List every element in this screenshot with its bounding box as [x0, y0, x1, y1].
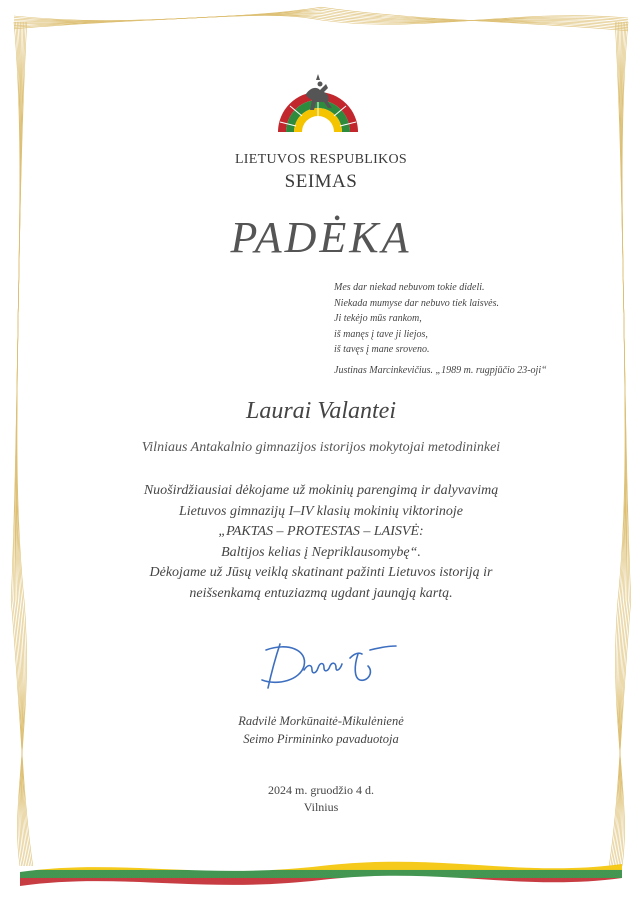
signer-name: Radvilė Morkūnaitė-Mikulėnienė [238, 714, 404, 728]
org-name-line1: LIETUVOS RESPUBLIKOS [234, 152, 408, 167]
recipient-role: Vilniaus Antakalnio gimnazijos istorijos mokytojai metodininkei [141, 440, 501, 455]
body-line: Lietuvos gimnazijų I–IV klasių mokinių viktorinoje [179, 503, 463, 519]
epigraph-line: Mes dar niekad nebuvom tokie dideli. [334, 282, 485, 293]
epigraph-line: iš manęs į tave ji liejos, [334, 328, 428, 340]
issue-date: 2024 m. gruodžio 4 d. [268, 783, 374, 797]
epigraph [334, 280, 547, 378]
issue-place: Vilnius [303, 800, 339, 814]
body-line: neišsenkamą entuziazmą ugdant jaunąją kartą. [189, 585, 453, 601]
body-line: Dėkojame už Jūsų veiklą skatinant pažinti Lietuvos istoriją ir [149, 565, 493, 580]
signature-icon [258, 640, 398, 692]
body-line: Nuoširdžiausiai dėkojame už mokinių parengimą ir dalyvavimą [143, 483, 499, 498]
signer-block [0, 712, 642, 748]
epigraph-author: Justinas Marcinkevičius. „1989 m. rugpjūčio 23-oji“ [334, 364, 547, 376]
epigraph-line: iš tavęs į mane sroveno. [334, 344, 430, 355]
epigraph-line: Ji tekėjo mūs rankom, [334, 313, 422, 324]
org-name-line2: SEIMAS [284, 171, 358, 192]
body-line: „PAKTAS – PROTESTAS – LAISVĖ: [218, 524, 424, 539]
certificate-title: PADĖKA [230, 213, 412, 262]
footer-block [0, 782, 642, 816]
seimas-emblem-icon [272, 72, 364, 150]
recipient-name: Laurai Valantei [245, 398, 396, 424]
epigraph-line: Niekada mumyse dar nebuvo tiek laisvės. [334, 297, 499, 309]
flag-ribbon-bottom [20, 862, 622, 886]
body-line: Baltijos kelias į Nepriklausomybę“. [221, 544, 421, 560]
certificate-body [0, 481, 642, 604]
signer-position: Seimo Pirmininko pavaduotoja [243, 732, 399, 746]
